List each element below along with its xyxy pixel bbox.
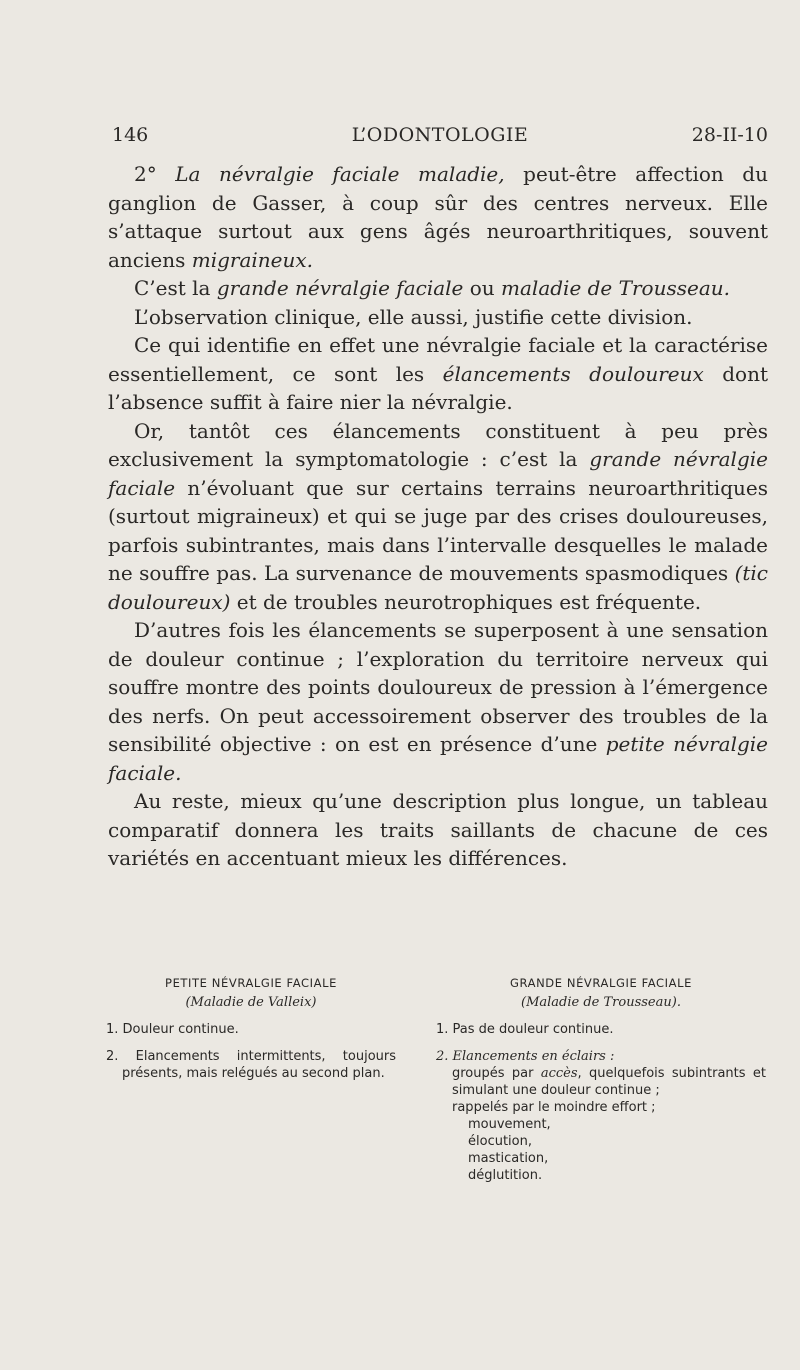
right-column-subtitle: (Maladie de Trousseau). <box>521 995 681 1010</box>
right-item-2-line-1: groupés par accès, quelquefois subintrants et simulant une douleur continue ; <box>452 1066 767 1098</box>
left-column <box>106 975 396 1082</box>
italic-run: élancements douloureux <box>442 361 704 386</box>
text-run: L’observation clinique, elle aussi, justifie cette division. <box>134 304 693 329</box>
italic-run: petite névralgie faciale. <box>108 732 768 785</box>
text-run: D’autres fois les élancements se superposent à une sensation de douleur continue ; l’exploration du territoire nerveux qui souffre montre des points douloureux de pression à l’émergence des nerfs. On peut accessoirement observer des troubles de la sensibilité objective : on est en présence d’une <box>108 618 768 756</box>
right-item-2-sub-4: déglutition. <box>468 1168 543 1183</box>
issue-date: 28-II-10 <box>691 124 768 146</box>
text-run: Au reste, mieux qu’une description plus longue, un tableau comparatif donnera les traits saillants de chacune de ces variétés en accentuant mieux les différences. <box>108 789 768 870</box>
journal-title: L’ODONTOLOGIE <box>351 124 529 146</box>
right-column <box>436 975 766 1184</box>
text-run: peut-être affection du ganglion de Gasser, à coup sûr des centres nerveux. Elle s’attaque surtout aux gens âgés neuroarthritiques, souvent anciens <box>108 162 768 272</box>
text-run: C’est la <box>134 276 217 300</box>
text-run: dont l’absence suffit à faire nier la névralgie. <box>108 361 769 414</box>
right-item-2-sub-1: mouvement, <box>468 1117 551 1132</box>
italic-run: migraineux. <box>191 247 314 272</box>
paragraph <box>108 160 768 274</box>
italic-run: grande névralgie faciale <box>108 447 768 500</box>
text-run: Or, tantôt ces élancements constituent à peu près exclusivement la symptomatologie : c’est la <box>108 418 768 471</box>
paragraph <box>108 303 768 332</box>
right-item-2-head: 2. Elancements en éclairs : <box>436 1049 615 1064</box>
text-run: et de troubles neurotrophiques est fréquente. <box>230 589 702 614</box>
paragraph <box>108 274 768 303</box>
right-column-title: GRANDE NÉVRALGIE FACIALE <box>509 976 693 990</box>
paragraph <box>108 417 768 617</box>
body-text <box>108 160 768 873</box>
paragraph <box>108 616 768 787</box>
page-number: 146 <box>112 124 149 146</box>
right-item-1: 1. Pas de douleur continue. <box>436 1022 614 1037</box>
italic-run: grande névralgie faciale <box>216 276 464 300</box>
left-column-title: PETITE NÉVRALGIE FACIALE <box>165 976 337 990</box>
paragraph <box>108 787 768 873</box>
running-header <box>112 124 768 150</box>
left-item-1: 1. Douleur continue. <box>106 1022 239 1037</box>
text-run: Ce qui identifie en effet une névralgie faciale et la caractérise essentiellement, ce sont les <box>108 333 768 386</box>
paragraph <box>108 331 768 417</box>
left-column-subtitle: (Maladie de Valleix) <box>185 995 317 1010</box>
right-item-2-sub-3: mastication, <box>468 1151 549 1166</box>
text-run: 2° <box>134 162 176 186</box>
right-item-2-line-2: rappelés par le moindre effort ; <box>452 1100 656 1115</box>
italic-run: maladie de Trousseau. <box>501 276 730 300</box>
italic-run: La névralgie faciale maladie, <box>175 162 505 186</box>
right-item-2-sub-2: élocution, <box>468 1134 532 1149</box>
text-run: n’évoluant que sur certains terrains neuroarthritiques (surtout migraineux) et qui se juge par des crises douloureuses, parfois subintrantes, mais dans l’intervalle desquelles le malade ne souffre pas. La survenance de mouvements spasmodiques <box>108 475 768 585</box>
text-run: ou <box>463 276 502 300</box>
italic-run: (tic douloureux) <box>108 561 768 614</box>
left-item-2: 2. Elancements intermittents, toujours présents, mais relégués au second plan. <box>106 1049 396 1081</box>
